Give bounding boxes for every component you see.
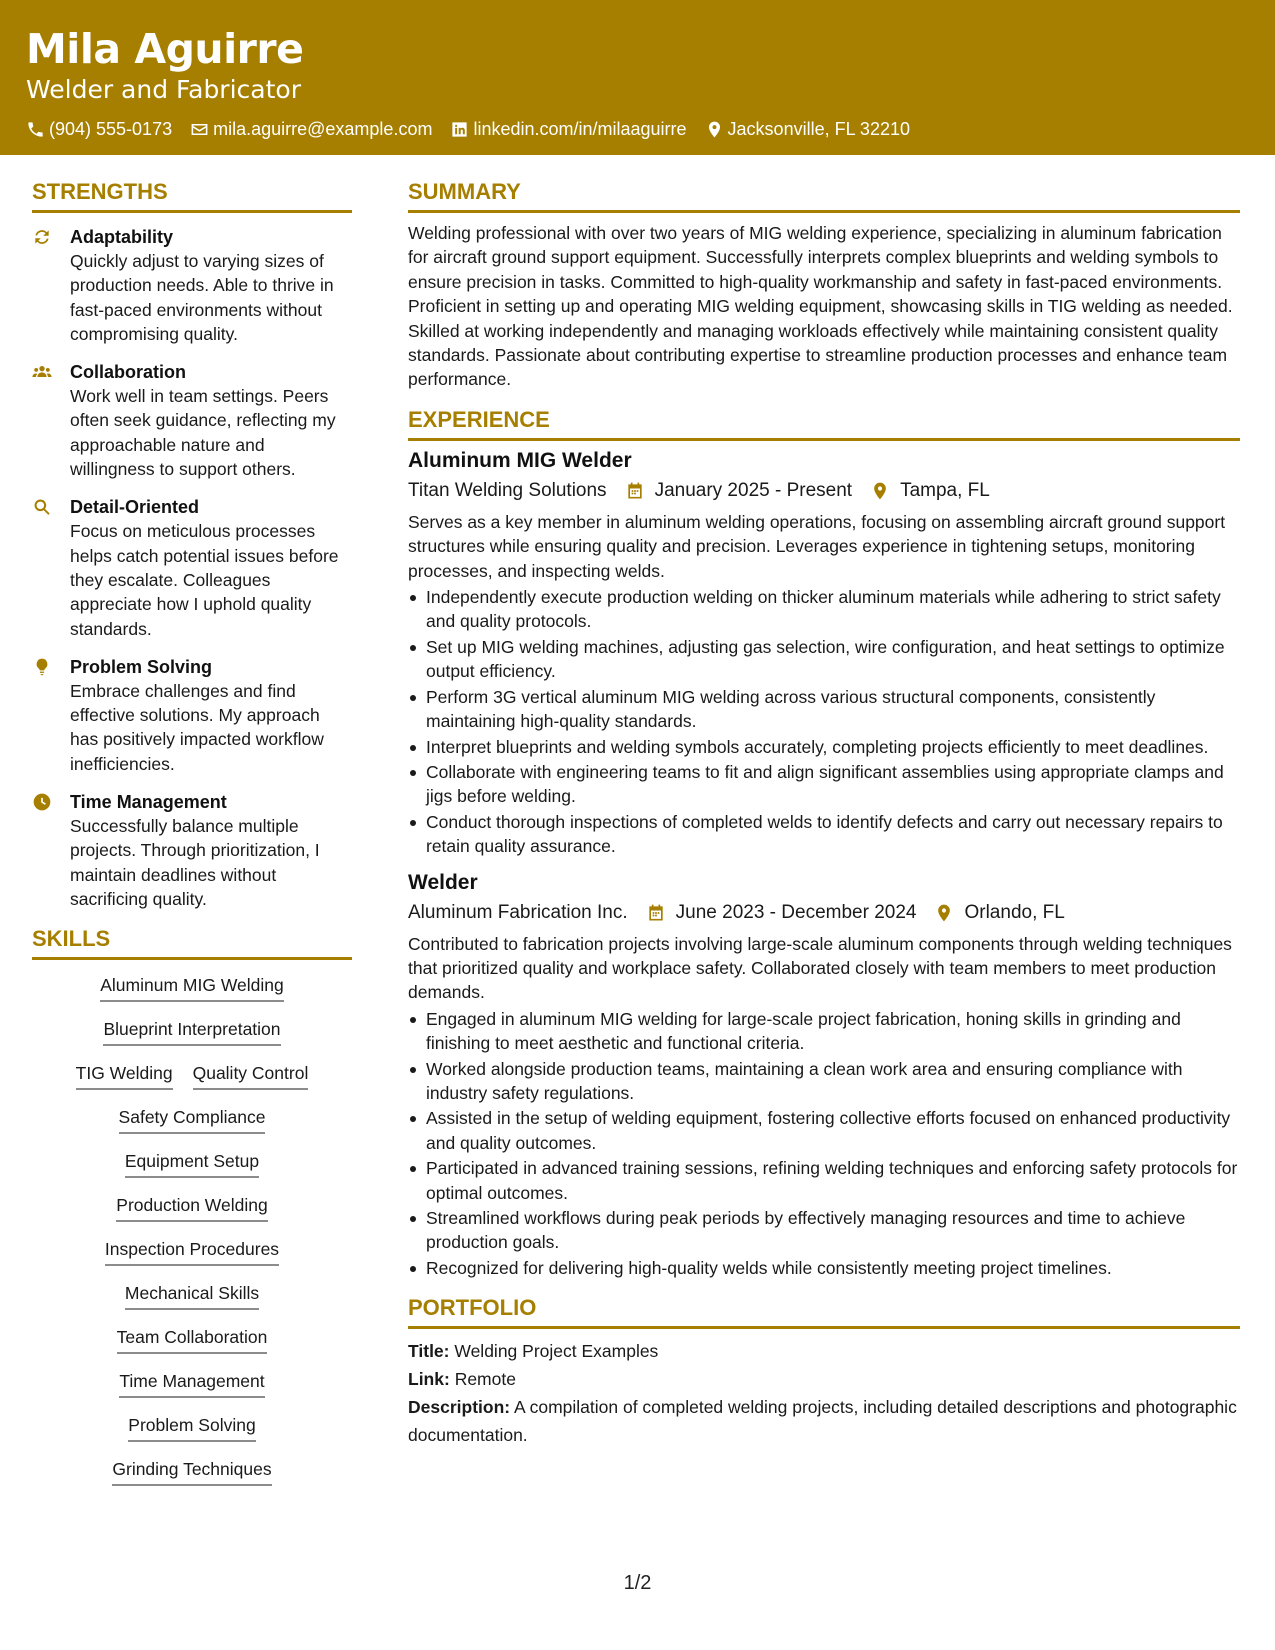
job-bullet: Set up MIG welding machines, adjusting gas selection, wire configuration, and heat settings to optimize output efficiency. [408,635,1240,684]
candidate-title: Welder and Fabricator [26,75,301,104]
strength-description: Focus on meticulous processes helps catch potential issues before they escalate. Colleagues appreciate how I uphold quality standards. [70,521,339,639]
experience-heading: EXPERIENCE [408,406,1240,441]
job-bullet: Independently execute production welding on thicker aluminum materials while adhering to strict safety and quality protocols. [408,585,1240,634]
job-meta [408,478,1240,504]
portfolio-link-label: Link: [408,1369,450,1390]
right-column [408,178,1240,1449]
skill-tag: TIG Welding [76,1062,173,1090]
skill-tag: Aluminum MIG Welding [100,974,284,1002]
map-pin-icon [934,903,954,923]
job-bullet: Assisted in the setup of welding equipment, fostering collective efforts focused on enhanced productivity and quality outcomes. [408,1106,1240,1155]
job-meta [408,900,1240,926]
map-pin-icon [705,120,724,139]
strength-item [32,225,352,346]
job-bullets [408,1007,1240,1280]
job-bullets [408,585,1240,858]
skill-tag: Production Welding [116,1194,267,1222]
job-description: Contributed to fabrication projects involving large-scale aluminum components through welding techniques that prioritized quality and workplace safety. Collaborated closely with team members to meet production demands. [408,933,1232,1003]
left-column [32,178,352,1502]
strength-item [32,790,352,911]
strength-title: Problem Solving [70,656,213,677]
contact-location [705,118,910,140]
job-location: Orlando, FL [964,901,1065,923]
job-entry [408,447,1240,859]
portfolio-title: Welding Project Examples [454,1341,659,1362]
portfolio-link-line [408,1365,1240,1393]
users-icon [32,362,52,382]
page-number: 1/2 [623,1572,652,1594]
contact-phone-text: (904) 555-0173 [49,119,173,139]
job-bullet: Streamlined workflows during peak periods by effectively managing resources and time to achieve production goals. [408,1206,1240,1255]
portfolio-title-label: Title: [408,1341,450,1362]
job-bullet: Engaged in aluminum MIG welding for large-scale project fabrication, honing skills in grinding and finishing to meet aesthetic and functional criteria. [408,1007,1240,1056]
contact-email-text: mila.aguirre@example.com [213,119,433,139]
skill-tag: Quality Control [193,1062,309,1090]
job-bullet: Recognized for delivering high-quality welds while consistently meeting project timelines. [408,1256,1240,1280]
map-pin-icon [870,481,890,501]
contact-email[interactable] [190,118,432,140]
portfolio-description-label: Description: [408,1397,511,1418]
job-description: Serves as a key member in aluminum welding operations, focusing on assembling aircraft ground support structures while ensuring quality and precision. Leverages experience in tightening setups, monitoring processes, and inspecting welds. [408,511,1226,581]
calendar-icon [646,903,666,923]
clock-icon [32,792,52,812]
candidate-name: Mila Aguirre [26,25,304,73]
skill-tag: Time Management [119,1370,264,1398]
linkedin-icon [450,120,469,139]
strength-item [32,495,352,640]
job-bullet: Interpret blueprints and welding symbols accurately, completing projects efficiently to meet deadlines. [408,735,1240,759]
portfolio-description: A compilation of completed welding projects, including detailed descriptions and photographic documentation. [408,1397,1237,1446]
strength-title: Collaboration [70,362,186,383]
job-bullet: Participated in advanced training sessions, refining welding techniques and enforcing safety protocols for optimal outcomes. [408,1156,1240,1205]
search-icon [32,497,52,517]
job-dates: January 2025 - Present [654,479,853,501]
summary-heading: SUMMARY [408,178,1240,213]
job-dates: June 2023 - December 2024 [675,901,917,923]
contact-linkedin-text: linkedin.com/in/milaaguirre [473,119,687,139]
contact-bar [26,118,1275,140]
job-title: Aluminum MIG Welder [408,448,632,472]
skill-tag: Inspection Procedures [105,1238,279,1266]
refresh-icon [32,227,52,247]
job-company: Aluminum Fabrication Inc. [408,901,628,923]
skill-tag: Team Collaboration [117,1326,268,1354]
calendar-icon [625,481,645,501]
job-title: Welder [408,870,478,894]
strength-description: Embrace challenges and find effective solutions. My approach has positively impacted workflow inefficiencies. [70,680,324,774]
skill-tag: Grinding Techniques [112,1458,271,1486]
skill-tag: Equipment Setup [125,1150,259,1178]
skill-tag: Mechanical Skills [125,1282,259,1310]
strength-item [32,360,352,481]
contact-phone[interactable] [26,118,172,140]
lightbulb-icon [32,657,52,677]
job-bullet: Perform 3G vertical aluminum MIG welding across various structural components, consistently maintaining high-quality standards. [408,685,1240,734]
job-entry [408,869,1240,1281]
strength-title: Detail-Oriented [70,497,200,518]
portfolio-entry [408,1337,1240,1449]
strength-description: Successfully balance multiple projects. Through prioritization, I maintain deadlines without sacrificing quality. [70,816,320,909]
skill-tag: Safety Compliance [119,1106,266,1134]
strength-item [32,655,352,776]
header [0,0,1275,155]
contact-location-text: Jacksonville, FL 32210 [727,119,910,139]
strength-description: Quickly adjust to varying sizes of production needs. Able to thrive in fast-paced environments without compromising quality. [70,251,334,344]
portfolio-link: Remote [454,1369,516,1390]
skills-heading: SKILLS [32,925,352,960]
skills-list [32,974,352,1502]
strength-title: Time Management [70,792,227,813]
job-bullet: Worked alongside production teams, maintaining a clean work area and ensuring compliance with industry safety regulations. [408,1057,1240,1106]
portfolio-description-line [408,1393,1240,1449]
portfolio-heading: PORTFOLIO [408,1294,1240,1329]
phone-icon [26,120,45,139]
portfolio-title-line [408,1337,1240,1365]
contact-linkedin[interactable] [450,118,686,140]
job-location: Tampa, FL [900,479,990,501]
strength-title: Adaptability [70,227,174,247]
strength-description: Work well in team settings. Peers often seek guidance, reflecting my approachable nature and willingness to support others. [70,386,336,480]
skill-tag: Problem Solving [128,1414,255,1442]
summary-text: Welding professional with over two years of MIG welding experience, specializing in aluminum fabrication for aircraft ground support equipment. Successfully interprets complex blueprints and welding symbols to ensure precision in tasks. Committed to high-quality workmanship and safety in fast-paced environments. Proficient in setting up and operating MIG welding equipment, showcasing skills in TIG welding as needed. Skilled at working independently and managing workloads effectively while maintaining consistent quality standards. Passionate about contributing expertise to streamline production processes and enhance team performance. [408,223,1233,390]
job-bullet: Collaborate with engineering teams to fit and align significant assemblies using appropriate clamps and jigs before welding. [408,760,1240,809]
job-company: Titan Welding Solutions [408,479,607,501]
envelope-icon [190,120,209,139]
skill-tag: Blueprint Interpretation [103,1018,280,1046]
strengths-heading: STRENGTHS [32,178,352,213]
job-bullet: Conduct thorough inspections of completed welds to identify defects and carry out necessary repairs to retain quality assurance. [408,810,1240,859]
